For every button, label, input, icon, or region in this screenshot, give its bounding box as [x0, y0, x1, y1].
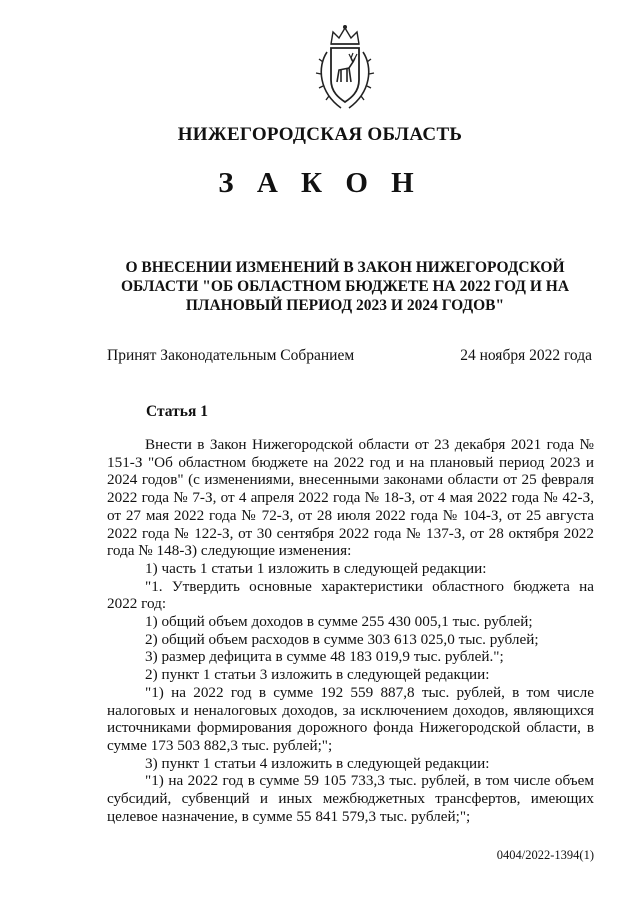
paragraph: 3) пункт 1 статьи 4 изложить в следующей редакции: [145, 754, 490, 772]
document-code: 0404/2022-1394(1) [496, 848, 594, 862]
paragraph: "1) на 2022 год в сумме 59 105 733,3 тыс. рублей, в том числе объем субсидий, субвенций и иных межбюджетных трансфертов, имеющих целевое назначение, в сумме 55 841 579,3 тыс. рублей;"; [107, 772, 594, 825]
law-title-line: О ВНЕСЕНИИ ИЗМЕНЕНИЙ В ЗАКОН НИЖЕГОРОДСКОЙ [125, 259, 565, 276]
paragraph: 3) размер дефицита в сумме 48 183 019,9 тыс. рублей."; [145, 648, 504, 666]
paragraph-intro: Внести в Закон Нижегородской области от 23 декабря 2021 года № 151-З "Об областном бюджете на 2022 год и на плановый период 2023 и 2024 годов" (с изменениями, внесенными законами области от 25 февраля 2022 года № 7-З, от 4 апреля 2022 года № 18-З, от 4 мая 2022 года № 42-З, от 27 мая 2022 года № 72-З, от 28 июля 2022 года № 104-З, от 25 августа 2022 года № 122-З, от 30 сентября 2022 года № 137-З, от 28 октября 2022 года № 148-З) следующие изменения: [107, 436, 594, 560]
adoption-date: 24 ноября 2022 года [460, 347, 592, 364]
document-type: З А К О Н [218, 167, 422, 199]
law-title-line: ОБЛАСТИ "ОБ ОБЛАСТНОМ БЮДЖЕТЕ НА 2022 ГОД И НА [120, 278, 570, 295]
article-body [107, 436, 594, 825]
law-title-line: ПЛАНОВЫЙ ПЕРИОД 2023 И 2024 ГОДОВ" [185, 297, 505, 314]
paragraph: "1. Утвердить основные характеристики областного бюджета на 2022 год: [107, 577, 594, 613]
article-heading: Статья 1 [146, 403, 208, 420]
law-title [120, 258, 570, 315]
coat-of-arms-icon [313, 22, 377, 112]
adoption-text: Принят Законодательным Собранием [107, 347, 355, 364]
paragraph: "1) на 2022 год в сумме 192 559 887,8 тыс. рублей, в том числе налоговых и неналоговых доходов, за исключением доходов, являющихся источниками формирования дорожного фонда Нижегородской области, в сумме 173 503 882,3 тыс. рублей;"; [107, 683, 594, 754]
region-name: НИЖЕГОРОДСКАЯ ОБЛАСТЬ [177, 124, 463, 145]
paragraph: 2) пункт 1 статьи 3 изложить в следующей редакции: [145, 666, 490, 684]
paragraph: 1) общий объем доходов в сумме 255 430 005,1 тыс. рублей; [145, 613, 533, 631]
paragraph: 1) часть 1 статьи 1 изложить в следующей редакции: [145, 559, 487, 577]
paragraph: 2) общий объем расходов в сумме 303 613 025,0 тыс. рублей; [145, 630, 539, 648]
